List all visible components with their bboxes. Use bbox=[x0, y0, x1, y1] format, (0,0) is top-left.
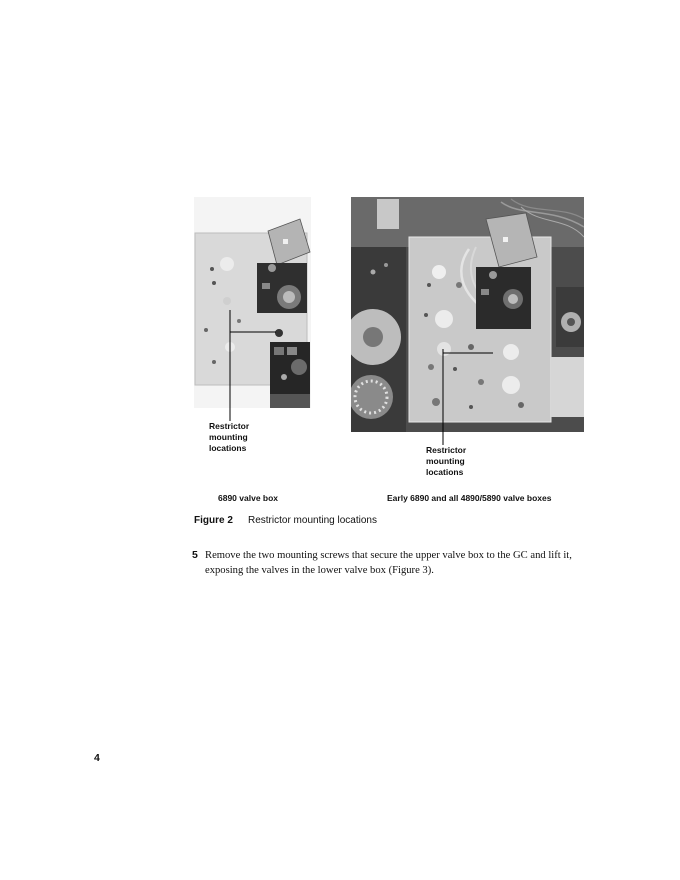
callout-line-2: mounting bbox=[426, 456, 465, 466]
page-number: 4 bbox=[94, 752, 100, 764]
figure-label: Figure 2 bbox=[194, 515, 233, 526]
callout-line-1: Restrictor bbox=[426, 445, 467, 455]
step-text: Remove the two mounting screws that secure the upper valve box to the GC and lift it, exposing the valves in the lower valve box (Figure 3). bbox=[205, 550, 572, 576]
callout-line-3: locations bbox=[209, 443, 247, 453]
valve-box-4890-5890-photo bbox=[351, 197, 584, 432]
sub-caption-4890-5890: Early 6890 and all 4890/5890 valve boxes bbox=[387, 493, 552, 503]
figure-caption-text: Restrictor mounting locations bbox=[248, 515, 377, 526]
restrictor-callout-right bbox=[426, 445, 466, 478]
valve-box-6890-photo bbox=[194, 197, 311, 408]
figure-caption bbox=[194, 515, 377, 526]
restrictor-callout-left bbox=[209, 421, 249, 454]
sub-caption-6890: 6890 valve box bbox=[218, 493, 279, 503]
callout-line-1: Restrictor bbox=[209, 421, 250, 431]
callout-line-3: locations bbox=[426, 467, 464, 477]
callout-line-2: mounting bbox=[209, 432, 248, 442]
step-number: 5 bbox=[192, 549, 198, 561]
